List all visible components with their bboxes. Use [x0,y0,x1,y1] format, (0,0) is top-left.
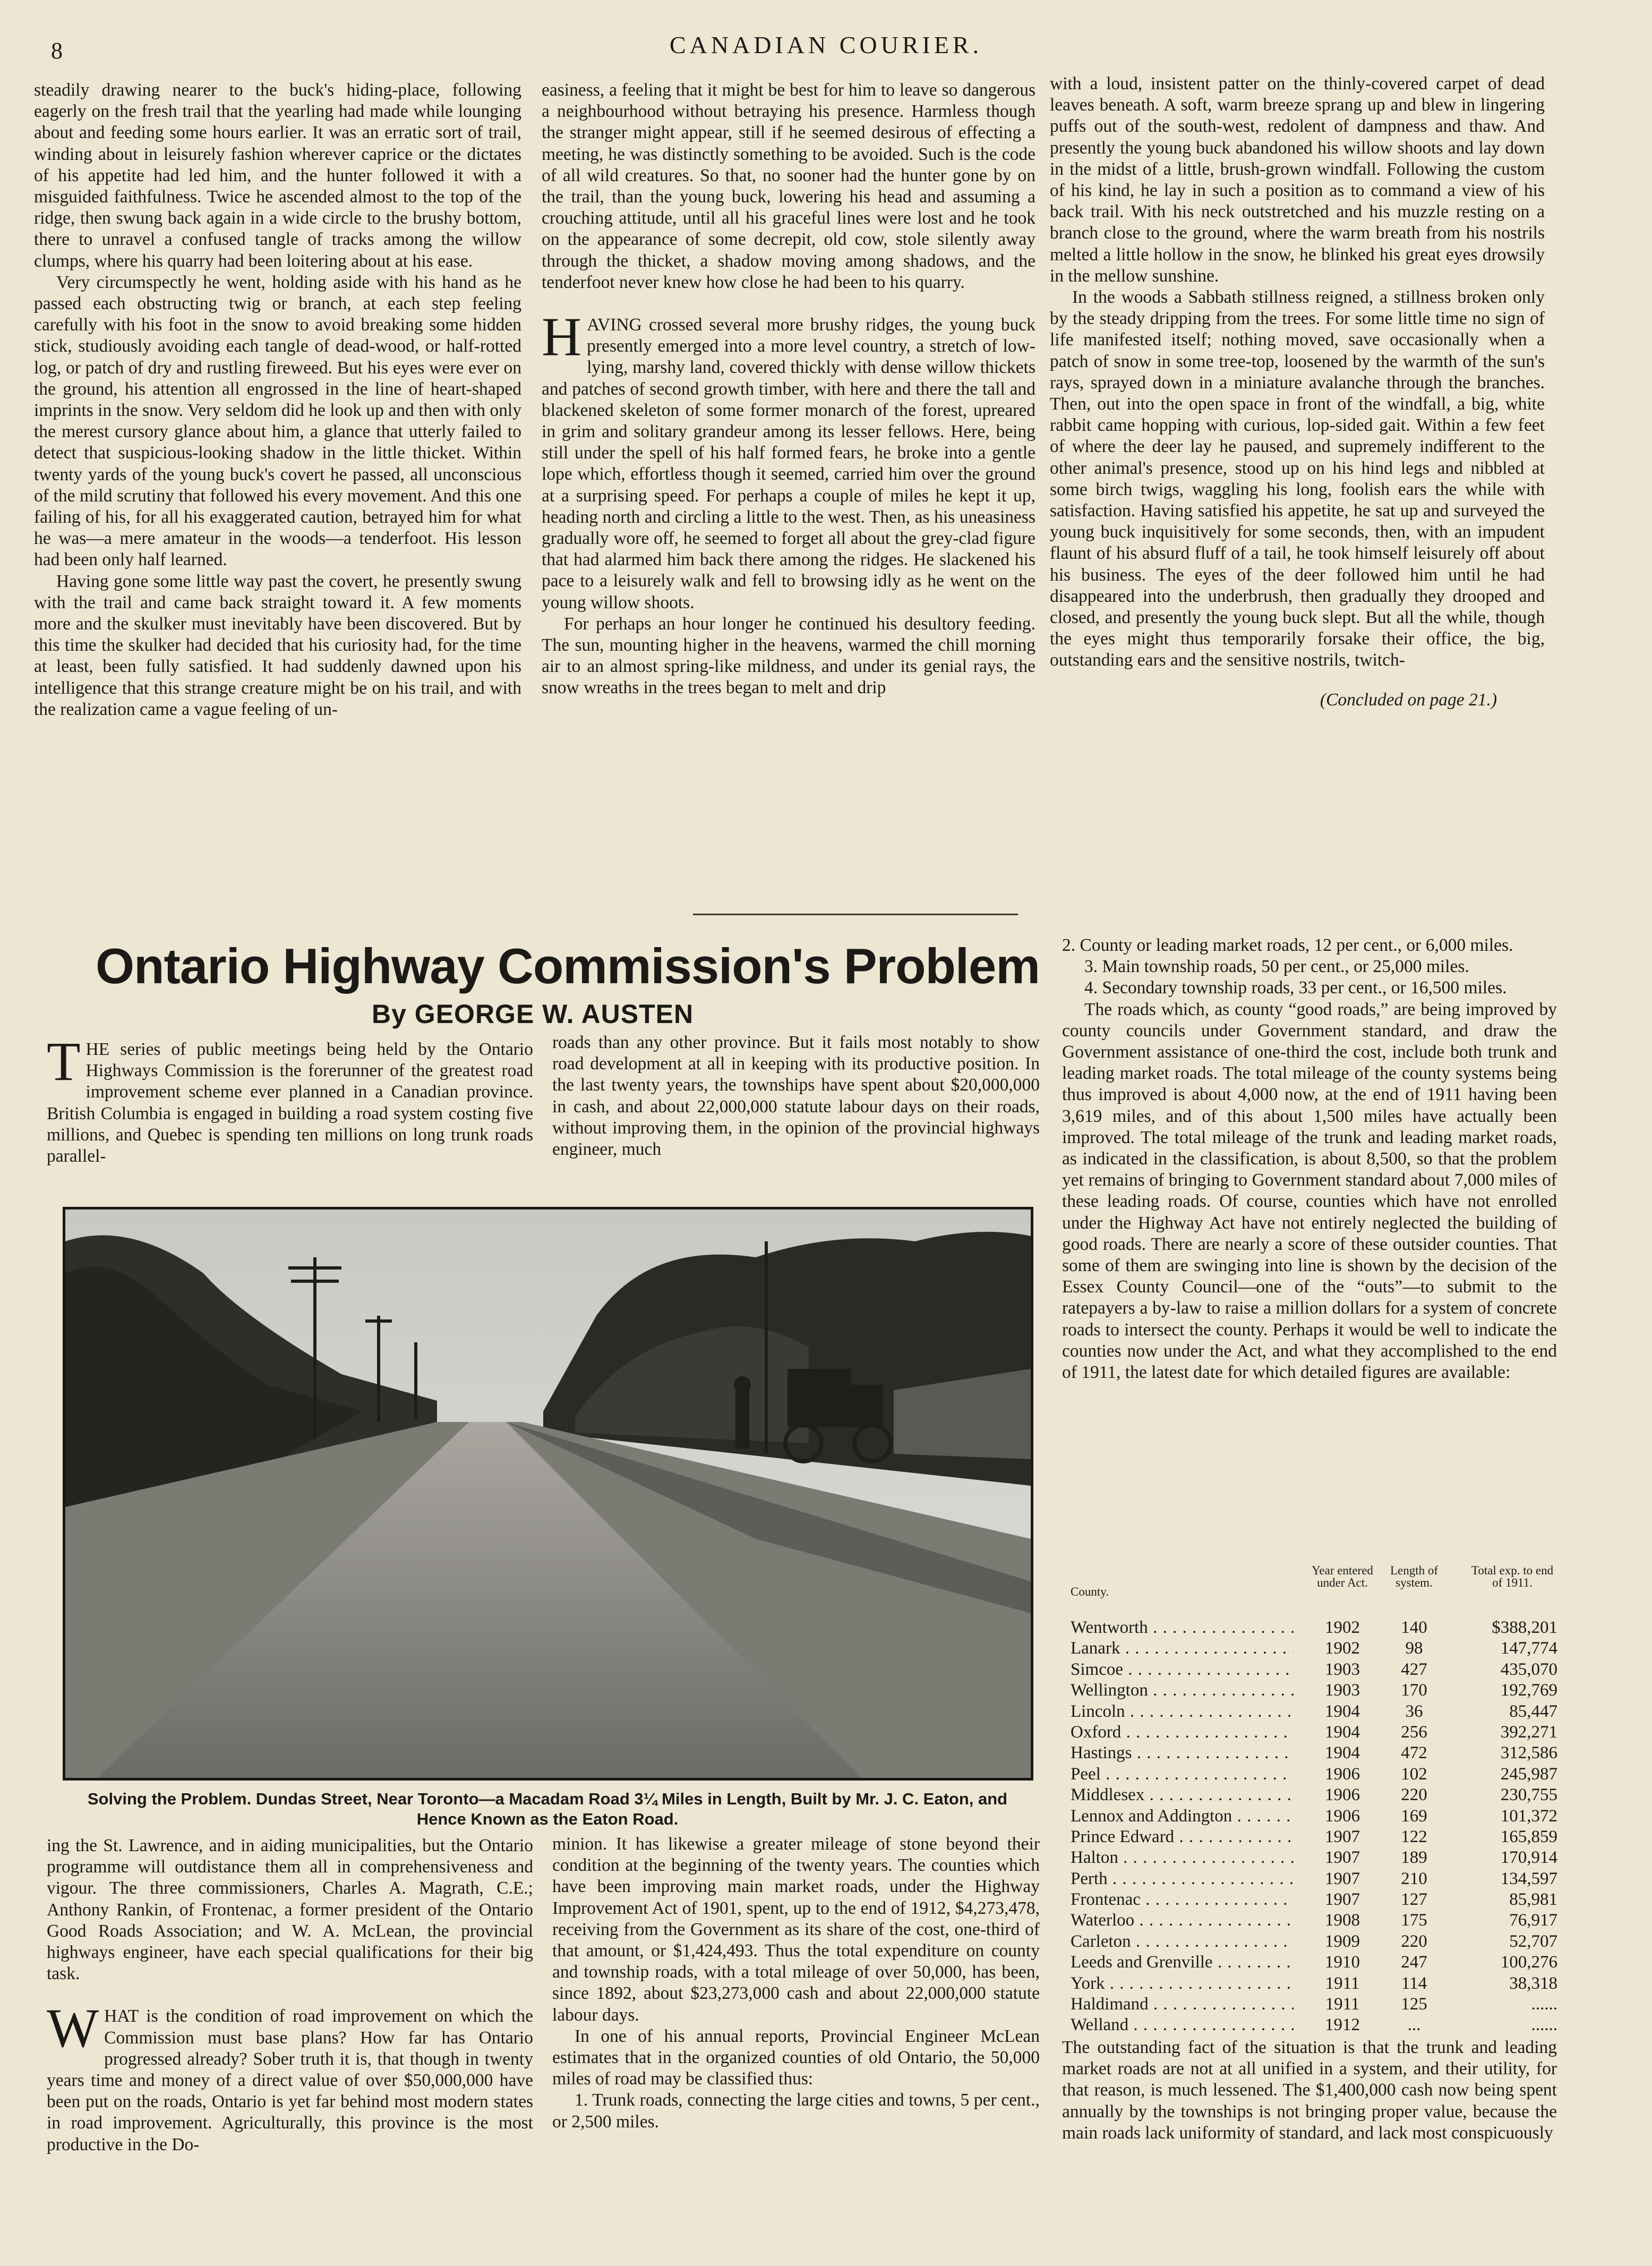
length-cell: 114 [1401,1973,1427,1993]
table-row [1066,1827,1560,1847]
article-paragraph: HE series of public meetings being held by the Ontario Highways Commission is the forerunner of the greatest road improvement scheme ever planned in a Canadian province. British Columbia is engaged in building a road system costing five millions, and Quebec is spending ten millions on long trunk roads parallel- [47,1040,533,1166]
county-cell: Lincoln . . . [1071,1701,1294,1722]
county-cell: Lanark . . . [1071,1638,1294,1659]
length-cell: 169 [1401,1806,1427,1826]
year-cell: 1903 [1308,1659,1377,1680]
expenditure-cell: 134,597 [1500,1869,1557,1888]
expenditure-cell: ...... [1531,2015,1557,2035]
year-cell: 1907 [1308,1847,1377,1868]
county-cell: Frontenac . . . [1071,1889,1294,1910]
article-title: Ontario Highway Commission's Problem [96,938,1040,994]
article-column-3 [1062,935,1557,1383]
story-paragraph: steadily drawing nearer to the buck's hiding-place, following eagerly on the fresh trail that the yearling had made while lounging about and feeding some hours earlier. It was an erratic sort of trail, winding about in leisurely fashion wherever caprice or the dictates of his appetite had led him, and the hunter followed it with a misguided faithfulness. Twice he ascended almost to the top of the ridge, then swung back again in a wide circle to the brushy bottom, there to unravel a confused tangle of tracks among the willow clumps, where his quarry had been loitering about at his ease. [34,80,521,271]
length-cell: 210 [1401,1869,1427,1888]
expenditure-cell: 100,276 [1500,1953,1557,1972]
story-column-3 [1050,73,1545,711]
article-column-3-bottom [1062,2037,1557,2144]
expenditure-cell: 101,372 [1500,1806,1557,1826]
article-paragraph: The outstanding fact of the situation is that the trunk and leading market roads are not at all unified in a system, and their utility, for that reason, is much lessened. The $1,400,000 cash now being spent annually by the townships is not bringing proper value, because the main roads lack uniformity of standard, and lack most conspicuously [1062,2038,1557,2143]
article-byline: By GEORGE W. AUSTEN [372,999,694,1029]
expenditure-cell: 76,917 [1509,1911,1557,1930]
table-row [1066,1910,1560,1931]
length-cell: 98 [1405,1639,1423,1658]
article-paragraph: ing the St. Lawrence, and in aiding municipalities, but the Ontario programme will outdistance them all in comprehensiveness and vigour. The three commissioners, Charles A. Magrath, C.E.; Anthony Rankin, of Frontenac, a former president of the Ontario Good Roads Association; and W. A. McLean, the provincial highways engineer, have each special qualifications for their big task. [47,1836,533,1984]
length-cell: 170 [1401,1681,1427,1700]
header-county: County. [1071,1585,1109,1598]
year-cell: 1902 [1308,1638,1377,1659]
expenditure-cell: 312,586 [1500,1743,1557,1763]
article-column-1-top [47,1031,533,1167]
county-cell: Carleton . . . [1071,1931,1294,1952]
year-cell: 1907 [1308,1827,1377,1847]
table-row [1066,1973,1560,1994]
county-cell: York . . . [1071,1973,1294,1994]
table-row [1066,1659,1560,1680]
table-row [1066,1952,1560,1973]
county-cell: Halton . . . [1071,1847,1294,1868]
table-row [1066,1889,1560,1910]
story-column-2 [542,80,1035,699]
article-paragraph: 4. Secondary township roads, 33 per cent., or 16,500 miles. [1084,978,1507,998]
year-cell: 1904 [1308,1722,1377,1743]
county-cell: Leeds and Grenville . . . [1071,1952,1294,1973]
county-cell: Welland . . . [1071,2015,1294,2035]
article-paragraph: In one of his annual reports, Provincial Engineer McLean estimates that in the organized counties of old Ontario, the 50,000 miles of road may be classified thus: [552,2026,1040,2089]
year-cell: 1904 [1308,1701,1377,1722]
year-cell: 1906 [1308,1806,1377,1827]
length-cell: 247 [1401,1953,1427,1972]
length-cell: 175 [1401,1911,1427,1930]
length-cell: 140 [1401,1618,1427,1637]
length-cell: 102 [1401,1764,1427,1784]
table-row [1066,1994,1560,2015]
table-row [1066,2015,1560,2035]
story-paragraph: Having gone some little way past the covert, he presently swung with the trail and came back straight toward it. A few moments more and the skulker must inevitably have been discovered. But by this time the skulker had decided that his curiosity had, for the time at least, been fully satisfied. It had suddenly dawned upon his intelligence that this strange creature might be on his trail, and with the realization came a vague feeling of un- [34,571,521,719]
length-cell: 220 [1401,1785,1427,1805]
expenditure-cell: 147,774 [1500,1639,1557,1658]
year-cell: 1911 [1308,1994,1377,2015]
table-row [1066,1764,1560,1785]
table-body [1066,1617,1560,2036]
expenditure-cell: 85,447 [1509,1701,1557,1721]
continuation-note: (Concluded on page 21.) [1320,689,1497,710]
table-row [1066,1701,1560,1722]
table-row [1066,1847,1560,1868]
story-paragraph: In the woods a Sabbath stillness reigned, a stillness broken only by the steady dripping from the trees. For some little time no sign of life manifested itself; nothing moved, save occasionally when a patch of snow in some tree-top, loosened by the warmth of the sun's rays, sprayed down in a miniature avalanche through the branches. Then, out into the open space in front of the windfall, a big, white rabbit came hopping with curious, lop-sided gait. Within a few feet of where the deer lay he paused, and supremely indifferent to the other animal's presence, stood up on his hind legs and nibbled at some birch twigs, waggling his long, foolish ears the while with satisfaction. Having satisfied his appetite, he sat up and surveyed the young buck inquisitively for some seconds, then, with an impudent flaunt of his absurd fluff of a tail, he took himself leisurely off about his business. The eyes of the deer followed him until he had disappeared into the underbrush, then gradually they drooped and closed, and presently the young buck slept. But all the while, though the eyes might thus temporarily forsake their office, the big, outstanding ears and the sensitive nostrils, twitch- [1050,287,1545,670]
year-cell: 1906 [1308,1785,1377,1805]
article-paragraph: 1. Trunk roads, connecting the large cities and towns, 5 per cent., or 2,500 miles. [552,2090,1040,2132]
header-length: Length of system. [1390,1564,1439,1589]
article-paragraph-text: HAT is the condition of road improvement on which the Commission must base plans? How far has Ontario progressed already? Sober truth it is, that though in twenty years time and money of a direct value of over $50,000,000 have been put on the roads, Ontario is yet far behind most modern states in road improvement. Agriculturally, this province is the most productive in the Do- [47,2006,533,2154]
county-cell: Hastings . . . [1071,1743,1294,1764]
page-number: 8 [51,38,63,64]
year-cell: 1903 [1308,1680,1377,1701]
table-header [1066,1564,1560,1617]
year-cell: 1907 [1308,1889,1377,1910]
table-row [1066,1638,1560,1659]
length-cell: ... [1407,2015,1421,2035]
year-cell: 1906 [1308,1764,1377,1785]
story-paragraph: Very circumspectly he went, holding aside with his hand as he passed each obstructing twig or branch, at each step feeling carefully with his foot in the snow to avoid breaking some hidden stick, studiously avoiding each tangle of dead-wood, or half-rotted log, or patch of dry and rustling fireweed. But his eyes were ever on the ground, his attention all engrossed in the line of heart-shaped imprints in the snow. Very seldom did he look up and then with only the merest cursory glance about him, a glance that utterly failed to detect that suspicious-looking shadow in the little thicket. Within twenty yards of the young buck's covert he passed, all unconscious of the mild scrutiny that followed his every movement. And this one failing of his, for all his exaggerated caution, betrayed him for what he was—a mere amateur in the woods—a tenderfoot. His lesson had been only half learned. [34,272,521,570]
table-row [1066,1722,1560,1743]
table-row [1066,1785,1560,1805]
road-photograph [63,1207,1033,1781]
year-cell: 1902 [1308,1617,1377,1638]
year-cell: 1909 [1308,1931,1377,1952]
length-cell: 125 [1401,1995,1427,2014]
county-cell: Haldimand . . . [1071,1994,1294,2015]
drop-cap: T [47,1031,81,1092]
length-cell: 427 [1401,1659,1427,1679]
length-cell: 472 [1401,1743,1427,1763]
year-cell: 1904 [1308,1743,1377,1764]
photo-caption: Solving the Problem. Dundas Street, Near Toronto—a Macadam Road 3¼ Miles in Length, Built by Mr. J. C. Eaton, and Hence Known as the Eaton Road. [87,1790,1008,1828]
length-cell: 220 [1401,1931,1427,1951]
story-paragraph: easiness, a feeling that it might be best for him to leave so dangerous a neighbourhood without betraying his presence. Harmless though the stranger might appear, still if he seemed desirous of effecting a meeting, he was distinctly something to be avoided. Such is the code of all wild creatures. So that, no sooner had the hunter gone by on the trail, than the young buck, lowering his head and assuming a crouching attitude, until all his graceful lines were lost and he took on the appearance of some decrepit, old cow, stole silently away through the thicket, a shadow moving among shadows, and the tenderfoot never knew how close he had been to his quarry. [542,80,1035,292]
county-cell: Peel . . . [1071,1764,1294,1785]
drop-cap: H [542,306,582,368]
article-paragraph-dropcap [47,1998,533,2155]
section-divider [693,914,1018,915]
story-paragraph-text: AVING crossed several more brushy ridges, the young buck presently emerged into a more level country, a stretch of low-lying, marshy land, covered thickly with dense willow thickets and patches of second growth timber, with here and there the tall and blackened skeleton of some former monarch of the forest, upreared in grim and solitary grandeur among its lesser fellows. Here, being still under the spell of his half formed fears, he broke into a gentle lope which, effortless though it seemed, carried him over the ground at a surprising speed. For perhaps a couple of miles he kept it up, heading north and circling a little to the west. Then, as his uneasiness gradually wore off, he seemed to forget all about the grey-clad figure that had alarmed him back there among the ridges. He slackened his pace to a leisurely walk and fell to browsing idly as he went on the young willow shoots. [542,315,1035,612]
expenditure-cell: 52,707 [1509,1931,1557,1951]
county-cell: Perth . . . [1071,1869,1294,1889]
year-cell: 1912 [1308,2015,1377,2035]
county-cell: Lennox and Addington . . . [1071,1806,1294,1827]
expenditure-cell: 165,859 [1500,1827,1557,1846]
article-paragraph: roads than any other province. But it fails most notably to show road development at all in keeping with its productive position. In the last twenty years, the townships have spent about $20,000,000 in cash, and about 22,000,000 statute labour days on their roads, without improving them, in the opinion of the provincial highways engineer, much [552,1033,1040,1160]
story-paragraph: with a loud, insistent patter on the thinly-covered carpet of dead leaves beneath. A soft, warm breeze sprang up and blew in lingering puffs out of the south-west, redolent of dampness and thaw. And presently the young buck abandoned his willow shoots and lay down in the midst of a little, brush-grown windfall. Following the custom of his kind, he lay in such a position as to command a view of his back trail. With his neck outstretched and his muzzle resting on a branch close to the ground, where the warm breath from his nostrils melted a little hollow in the snow, he blinked his great eyes drowsily in the mellow sunshine. [1050,74,1545,286]
article-paragraph: minion. It has likewise a greater mileage of stone beyond their condition at the beginning of the twenty years. The counties which have been improving main market roads, under the Highway Improvement Act of 1901, spent, up to the end of 1912, $4,273,478, receiving from the Government as its share of the cost, one-third of that amount, or $1,424,493. Thus the total expenditure on county and township roads, with a total mileage of over 50,000, has been, since 1892, about $23,273,000 cash and about 22,000,000 statute labour days. [552,1834,1040,2025]
expenditure-cell: 38,318 [1509,1973,1557,1993]
expenditure-cell: 245,987 [1500,1764,1557,1784]
expenditure-cell: 230,755 [1500,1785,1557,1805]
year-cell: 1910 [1308,1952,1377,1973]
county-cell: Waterloo . . . [1071,1910,1294,1931]
table-row [1066,1617,1560,1638]
expenditure-cell: 435,070 [1500,1659,1557,1679]
drop-cap: W [47,1998,99,2059]
length-cell: 127 [1401,1890,1427,1910]
article-column-2-top [552,1032,1040,1160]
table-row [1066,1680,1560,1701]
table-row [1066,1806,1560,1827]
story-paragraph-dropcap [542,306,1035,614]
county-cell: Prince Edward . . . [1071,1827,1294,1847]
expenditure-cell: 192,769 [1500,1681,1557,1700]
length-cell: 189 [1401,1848,1427,1868]
expenditure-cell: ...... [1531,1995,1557,2014]
article-column-1-bottom [47,1835,533,2156]
header-year: Year entered under Act. [1312,1564,1373,1589]
county-cell: Middlesex . . . [1071,1785,1294,1805]
article-column-2-bottom [552,1834,1040,2133]
county-cell: Wellington . . . [1071,1680,1294,1701]
article-paragraph: 3. Main township roads, 50 per cent., or 25,000 miles. [1084,957,1469,977]
story-paragraph: For perhaps an hour longer he continued his desultory feeding. The sun, mounting higher in the heavens, warmed the chill morning air to an almost spring-like mildness, and under its genial rays, the snow wreaths in the trees began to melt and drip [542,614,1035,698]
table-row [1066,1869,1560,1889]
expenditure-cell: 85,981 [1509,1890,1557,1910]
story-column-1 [34,80,521,720]
year-cell: 1908 [1308,1910,1377,1931]
county-cell: Wentworth . . . [1071,1617,1294,1638]
length-cell: 122 [1401,1827,1427,1846]
table-row [1066,1743,1560,1764]
article-paragraph: 2. County or leading market roads, 12 per cent., or 6,000 miles. [1062,935,1513,955]
article-paragraph: The roads which, as county “good roads,” are being improved by county councils under Government standard, and draw the Government assistance of one-third the cost, include both trunk and leading market roads. The total mileage of the county systems being thus improved is about 4,000 now, at the end of 1911 having been 3,619 miles, and of this about 1,500 miles have actually been improved. The total mileage of the trunk and leading market roads, as indicated in the classification, is about 8,500, so that the problem yet remains of bringing to Government standard about 7,000 miles of these leading roads. Of course, counties which have not enrolled under the Highway Act have not entirely neglected the building of good roads. There are nearly a score of these outsider counties. That some of them are swinging into line is shown by the decision of the Essex County Council—one of the “outs”—to submit to the ratepayers a by-law to raise a million dollars for a system of concrete roads to intersect the county. Perhaps it would be well to indicate the counties now under the Act, and what they accomplished to the end of 1911, the latest date for which detailed figures are available: [1062,999,1557,1383]
year-cell: 1911 [1308,1973,1377,1994]
expenditure-cell: $388,201 [1492,1618,1557,1637]
county-cell: Simcoe . . . [1071,1659,1294,1680]
masthead: CANADIAN COURIER. [669,31,983,58]
length-cell: 256 [1401,1722,1427,1742]
year-cell: 1907 [1308,1869,1377,1889]
expenditure-cell: 392,271 [1500,1722,1557,1742]
header-expenditure: Total exp. to end of 1911. [1471,1564,1554,1589]
county-roads-table [1066,1564,1560,2036]
road-photo-illustration [65,1209,1031,1778]
table-row [1066,1931,1560,1952]
expenditure-cell: 170,914 [1500,1848,1557,1868]
length-cell: 36 [1405,1701,1423,1721]
county-cell: Oxford . . . [1071,1722,1294,1743]
